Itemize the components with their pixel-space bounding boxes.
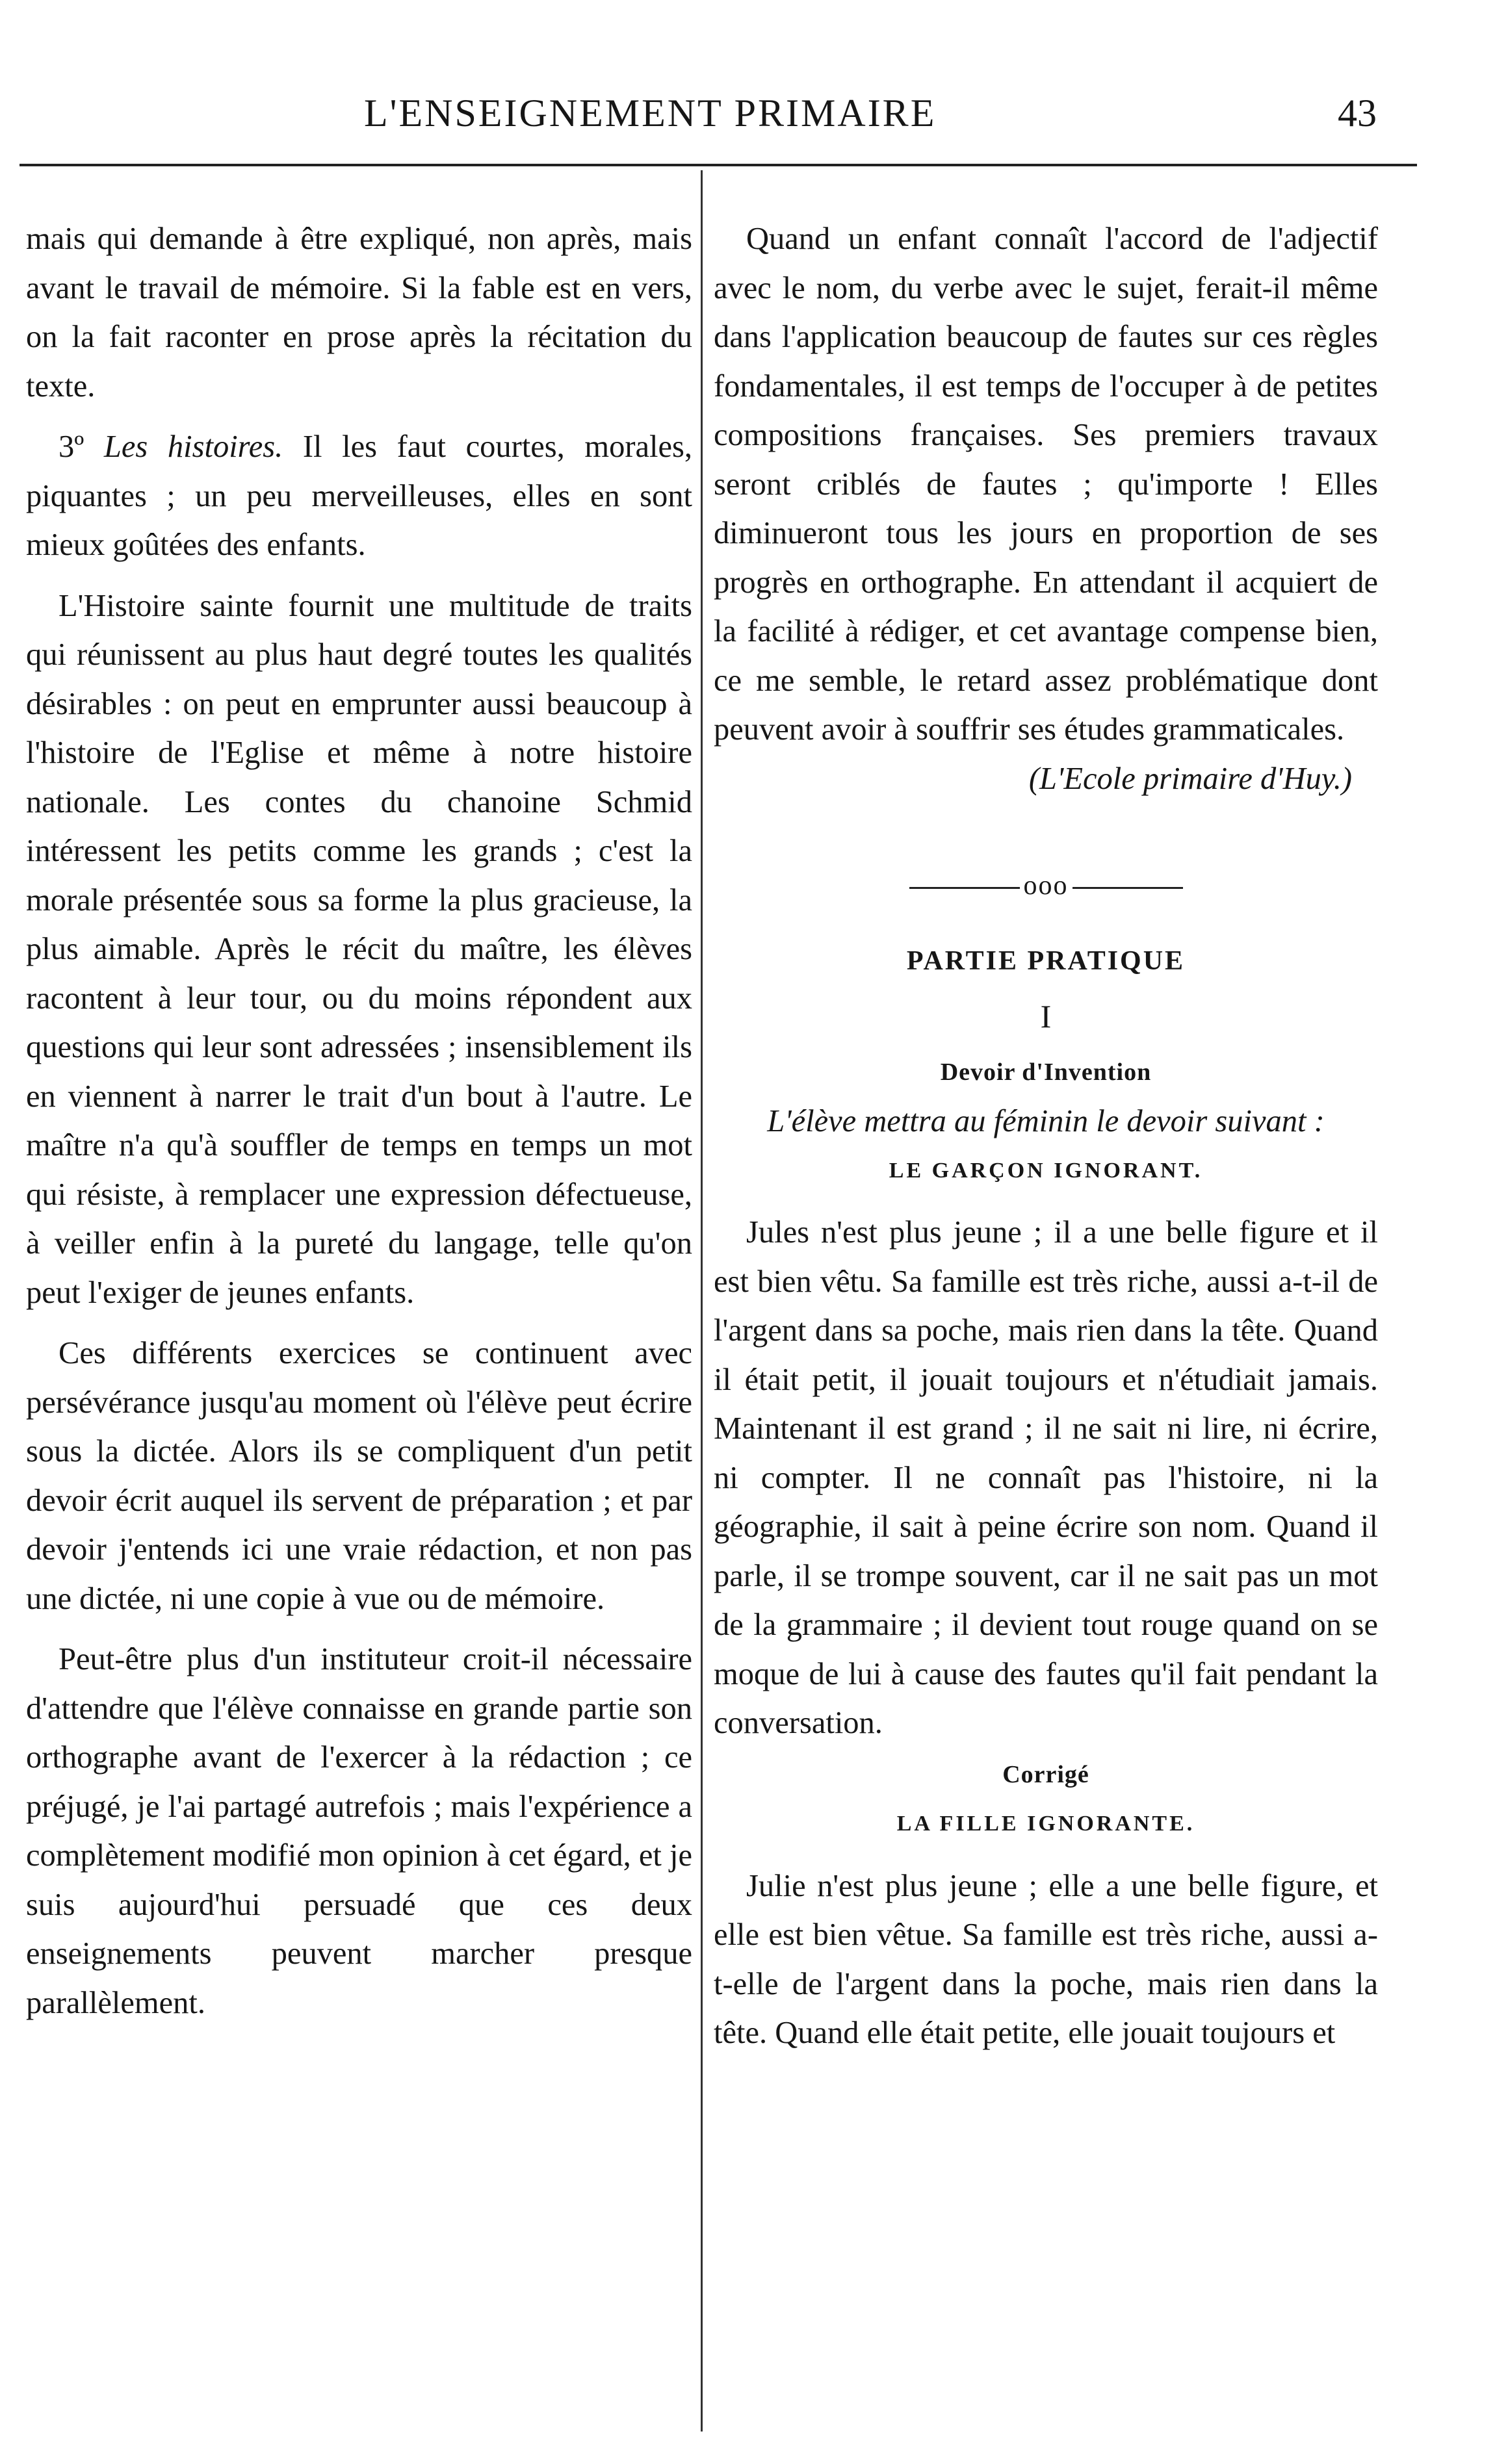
page-number: 43 (1338, 92, 1377, 135)
paragraph: Peut-être plus d'un instituteur croit-il nécessaire d'attendre que l'élève connaisse en grande partie son orthographe avant de l'exercer à la rédaction ; ce préjugé, je l'ai partagé autrefois ; mais l'expérience a complètement modifié mon opinion à cet égard, et je suis aujourd'hui persuadé que ces deux enseignements peuvent marcher presque parallèlement. (26, 1642, 692, 2020)
corrige-text: Julie n'est plus jeune ; elle a une belle figure, et elle est bien vêtue. Sa famille est très riche, aussi a-t-elle de l'argent dans la poche, mais rien dans la tête. Quand elle était petite, elle jouait toujours et (714, 1868, 1378, 2050)
paragraph: Quand un enfant connaît l'accord de l'adjectif avec le nom, du verbe avec le sujet, ferait-il même dans l'application beaucoup de fautes sur ces règles fondamentales, il est temps de l'occuper à de petites compositions françaises. Ses premiers travaux seront criblés de fautes ; qu'importe ! Elles diminueront tous les jours en proportion de ses progrès en orthographe. En attendant il acquiert de la facilité à rédiger, et cet avantage compense bien, ce me semble, le retard assez problématique dont peuvent avoir à souffrir ses études grammaticales. (714, 222, 1378, 747)
exercise-title: Devoir d'Invention (940, 1058, 1152, 1086)
corrige-title: LA FILLE IGNORANTE. (896, 1812, 1195, 1836)
left-column (26, 214, 692, 2027)
section-number: I (1040, 998, 1052, 1034)
separator-ornament: ooo (1023, 871, 1069, 901)
separator-line (1072, 887, 1183, 889)
right-column (714, 214, 1378, 2058)
header-rule (20, 164, 1417, 166)
story-title: LE GARÇON IGNORANT. (889, 1158, 1203, 1183)
exercise-instruction: L'élève mettra au féminin le devoir suivant : (767, 1104, 1325, 1138)
section-separator (714, 862, 1378, 911)
journal-title: L'ENSEIGNEMENT PRIMAIRE (364, 92, 937, 135)
subsection-title: Les histoires. (103, 430, 283, 464)
list-number: 3º (58, 430, 84, 464)
column-divider (701, 170, 703, 2432)
story-text: Jules n'est plus jeune ; il a une belle figure et il est bien vêtu. Sa famille est très riche, aussi a-t-il de l'argent dans sa poche, mais rien dans la tête. Quand il était petit, il jouait toujours et n'étudiait jamais. Maintenant il est grand ; il ne sait ni lire, ni écrire, ni compter. Il ne connaît pas l'histoire, ni la géographie, il sait à peine écrire son nom. Quand il parle, il se trompe souvent, car il ne sait pas un mot de la grammaire ; il devient tout rouge quand on se moque de lui à cause des fautes qu'il fait pendant la conversation. (714, 1215, 1378, 1740)
paragraph-text: Il les faut courtes, morales, piquantes ; un peu merveilleuses, elles en sont mieux goûtées des enfants. (26, 430, 693, 562)
paragraph-histoires (26, 422, 692, 570)
separator-line (909, 887, 1020, 889)
running-head (0, 91, 1495, 149)
paragraph: mais qui demande à être expliqué, non après, mais avant le travail de mémoire. Si la fable est en vers, on la fait raconter en prose après la récitation du texte. (26, 222, 692, 404)
corrige-label: Corrigé (1002, 1760, 1089, 1788)
section-title: PARTIE PRATIQUE (906, 945, 1186, 976)
paragraph: L'Histoire sainte fournit une multitude de traits qui réunissent au plus haut degré toutes les qualités désirables : on peut en emprunter aussi beaucoup à l'histoire de l'Eglise et même à notre histoire nationale. Les contes du chanoine Schmid intéressent les petits comme les grands ; c'est la morale présentée sous sa forme la plus gracieuse, la plus aimable. Après le récit du maître, les élèves racontent à leur tour, ou du moins répondent aux questions qui leur sont adressées ; insensiblement ils en viennent à narrer le trait d'un bout à l'autre. Le maître n'a qu'à souffler de temps en temps un mot qui résiste, à remplacer une expression défectueuse, à veiller enfin à la pureté du langage, telle qu'on peut l'exiger de jeunes enfants. (26, 588, 692, 1310)
source-citation: (L'Ecole primaire d'Huy.) (1028, 761, 1352, 796)
paragraph: Ces différents exercices se continuent avec persévérance jusqu'au moment où l'élève peut écrire sous la dictée. Alors ils se compliquent d'un petit devoir écrit auquel ils servent de préparation ; et par devoir j'entends ici une vraie rédaction, et non pas une dictée, ni une copie à vue ou de mémoire. (26, 1336, 692, 1616)
